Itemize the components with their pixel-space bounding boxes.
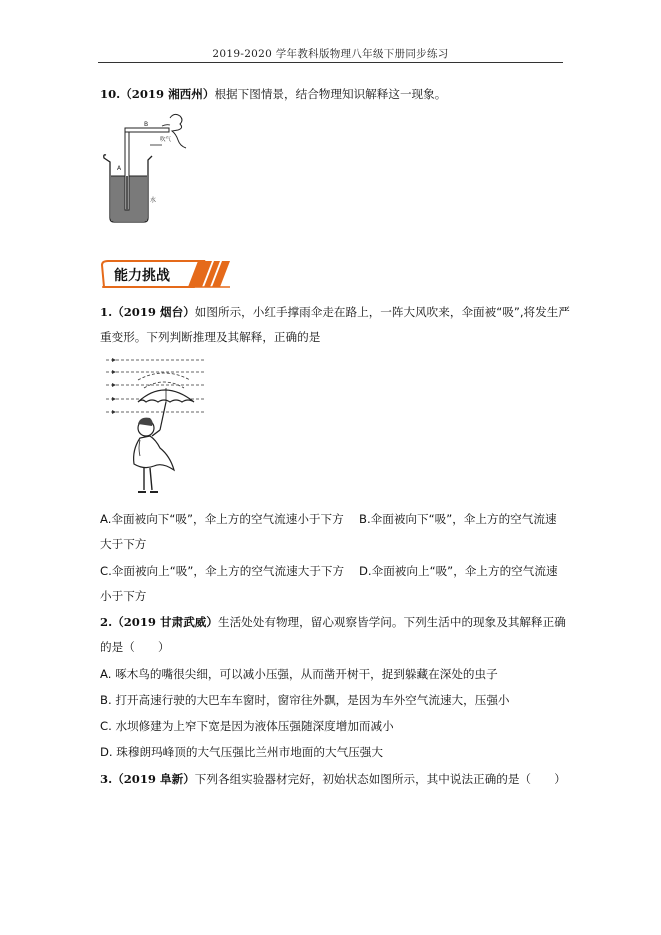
- q1-option-b-cont: 大于下方: [100, 537, 147, 551]
- question-10: [100, 86, 446, 102]
- question-number: 10.: [100, 87, 121, 101]
- question-2-line2: 的是（ ）: [100, 640, 170, 654]
- question-number: 2.: [100, 615, 113, 629]
- straw-b: [125, 128, 169, 132]
- label-water: 水: [150, 197, 157, 204]
- question-source: （2019 甘肃武威）: [112, 615, 218, 629]
- q2-option-c: C. 水坝修建为上窄下宽是因为液体压强随深度增加而减小: [100, 719, 394, 733]
- header-divider: [98, 62, 563, 63]
- label-blow: 吹气: [160, 137, 172, 143]
- question-1-line1: [100, 304, 570, 320]
- question-text: 如图所示，小红手撑雨伞走在路上，一阵大风吹来，伞面被“吸”,将发生严: [194, 305, 570, 319]
- umbrella-girl-figure: [104, 352, 214, 500]
- question-1-line2: 重变形。下列判断推理及其解释，正确的是: [100, 330, 321, 344]
- section-banner: [100, 259, 235, 289]
- question-source: （2019 湘西州）: [120, 87, 215, 101]
- question-2-line1: [100, 614, 566, 630]
- face-profile: [170, 114, 186, 148]
- q1-option-c: C.伞面被向上“吸”，伞上方的空气流速大于下方: [100, 564, 345, 578]
- q2-option-b: B. 打开高速行驶的大巴车车窗时，窗帘往外飘，是因为车外空气流速大，压强小: [100, 693, 510, 707]
- question-3: [100, 771, 566, 787]
- question-text: 下列各组实验器材完好，初始状态如图所示，其中说法正确的是（ ）: [194, 772, 566, 786]
- q1-option-b: B.伞面被向下“吸”，伞上方的空气流速: [359, 512, 557, 526]
- page-header: 2019-2020 学年教科版物理八年级下册同步练习: [212, 48, 449, 60]
- question-number: 3.: [100, 772, 113, 786]
- q2-option-a: A. 啄木鸟的嘴很尖细，可以减小压强，从而凿开树干，捉到躲藏在深处的虫子: [100, 667, 498, 681]
- q1-option-a: A.伞面被向下“吸”，伞上方的空气流速小于下方: [100, 512, 344, 526]
- question-source: （2019 阜新）: [112, 772, 195, 786]
- q1-option-d: D.伞面被向上“吸”，伞上方的空气流速: [359, 564, 558, 578]
- q2-option-d: D. 珠穆朗玛峰顶的大气压强比兰州市地面的大气压强大: [100, 745, 383, 759]
- question-text: 生活处处有物理，留心观察皆学问。下列生活中的现象及其解释正确: [217, 615, 566, 629]
- beaker-straw-figure: [100, 110, 200, 225]
- question-text: 根据下图情景，结合物理知识解释这一现象。: [214, 87, 447, 101]
- question-number: 1.: [100, 305, 113, 319]
- question-source: （2019 烟台）: [112, 305, 195, 319]
- section-title: 能力挑战: [114, 268, 170, 284]
- label-b: B: [144, 121, 149, 128]
- q1-option-d-cont: 小于下方: [100, 589, 147, 603]
- label-a: A: [117, 165, 122, 172]
